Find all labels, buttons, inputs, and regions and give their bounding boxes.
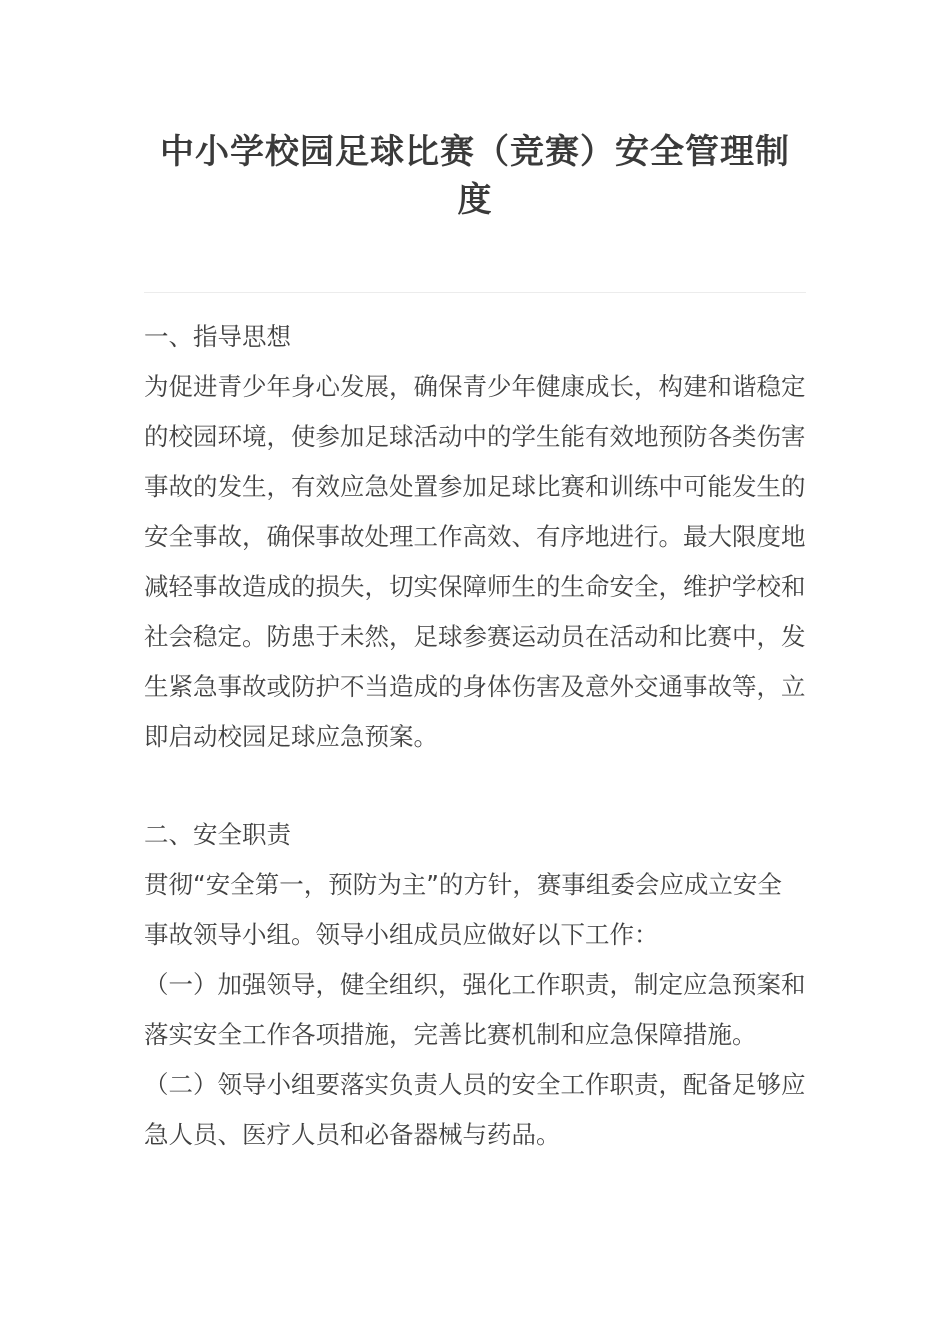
document-body — [144, 312, 806, 1160]
section-paragraph: 为促进青少年身心发展，确保青少年健康成长，构建和谐稳定的校园环境，使参加足球活动中的学生能有效地预防各类伤害事故的发生，有效应急处置参加足球比赛和训练中可能发生的安全事故，确保事故处理工作高效、有序地进行。最大限度地减轻事故造成的损失，切实保障师生的生命安全，维护学校和社会稳定。防患于未然，足球参赛运动员在活动和比赛中，发生紧急事故或防护不当造成的身体伤害及意外交通事故等，立即启动校园足球应急预案。 — [144, 372, 806, 751]
section-paragraph: （二）领导小组要落实负责人员的安全工作职责，配备足够应急人员、医疗人员和必备器械与药品。 — [144, 1070, 806, 1149]
section-heading-safety-duties: 二、安全职责 — [144, 820, 291, 849]
section-heading-guiding-ideology: 一、指导思想 — [144, 322, 291, 351]
title-divider — [144, 292, 806, 293]
section-paragraph: （一）加强领导，健全组织，强化工作职责，制定应急预案和落实安全工作各项措施，完善比赛机制和应急保障措施。 — [144, 970, 806, 1049]
document-title: 中小学校园足球比赛（竞赛）安全管理制度 — [160, 132, 790, 220]
section-paragraph: 贯彻“安全第一，预防为主”的方针，赛事组委会应成立安全事故领导小组。领导小组成员应做好以下工作： — [144, 870, 782, 949]
section-spacer — [144, 762, 806, 810]
